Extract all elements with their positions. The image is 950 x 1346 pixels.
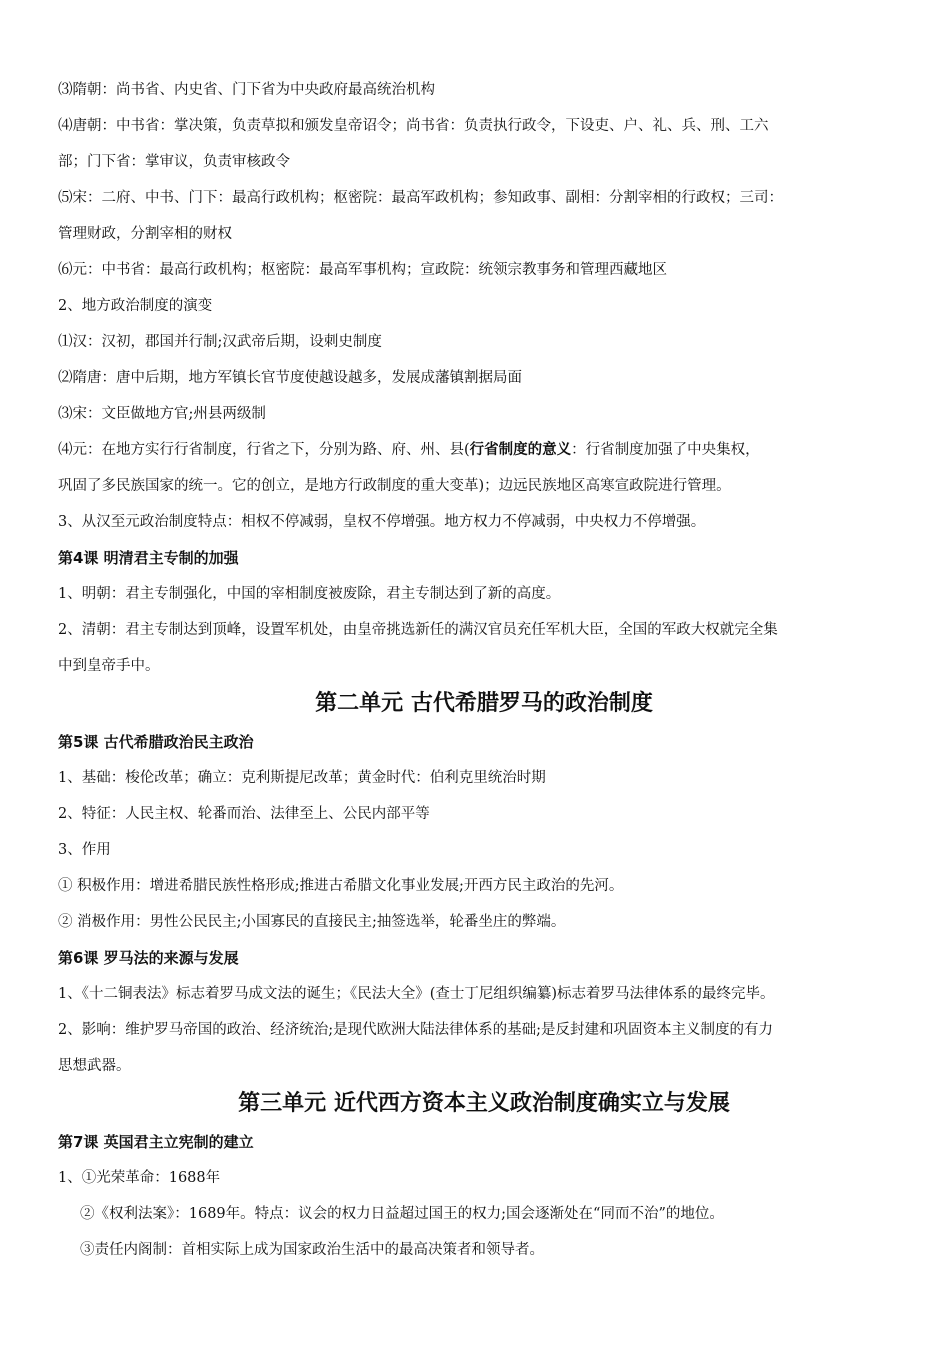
text-line: ⑶隋朝：尚书省、内史省、门下省为中央政府最高统治机构	[58, 82, 435, 98]
text-line: 部；门下省：掌审议，负责审核政令	[58, 154, 290, 170]
text-line: ⑶宋：文臣做地方官;州县两级制	[58, 406, 266, 422]
text-line: ① 积极作用：增进希腊民族性格形成;推进古希腊文化事业发展;开西方民主政治的先河。	[58, 878, 624, 894]
text-line	[58, 432, 910, 468]
text-line: 2、影响：维护罗马帝国的政治、经济统治;是现代欧洲大陆法律体系的基础;是反封建和巩固资本主义制度的有力	[58, 1022, 773, 1038]
text-segment: ⑷元：在地方实行行省制度，行省之下，分别为路、府、州、县(	[58, 442, 470, 458]
text-line: ⑴汉：汉初，郡国并行制;汉武帝后期，设刺史制度	[58, 334, 382, 350]
text-line: ⑸宋：二府、中书、门下：最高行政机构；枢密院：最高军政机构；参知政事、副相：分割宰相的行政权；三司：	[58, 190, 783, 206]
bold-term: 行省制度的意义	[469, 442, 572, 458]
section-heading: 2、地方政治制度的演变	[58, 298, 213, 314]
text-line: 2、特征：人民主权、轮番而治、法律至上、公民内部平等	[58, 806, 430, 822]
text-line: 巩固了多民族国家的统一。它的创立，是地方行政制度的重大变革)；边远民族地区高寒宣政院进行管理。	[58, 478, 731, 494]
document-page	[58, 72, 910, 1268]
lesson-heading: 第6课 罗马法的来源与发展	[58, 949, 239, 967]
lesson-heading: 第5课 古代希腊政治民主政治	[58, 733, 254, 751]
text-line: 3、从汉至元政治制度特点：相权不停减弱，皇权不停增强。地方权力不停减弱，中央权力不停增强。	[58, 514, 706, 530]
text-line: ⑵隋唐：唐中后期，地方军镇长官节度使越设越多，发展成藩镇割据局面	[58, 370, 522, 386]
lesson-heading: 第4课 明清君主专制的加强	[58, 549, 239, 567]
text-segment: ：行省制度加强了中央集权，	[571, 442, 760, 458]
text-line: 2、清朝：君主专制达到顶峰，设置军机处，由皇帝挑选新任的满汉官员充任军机大臣，全国的军政大权就完全集	[58, 622, 778, 638]
text-line: 1、《十二铜表法》标志着罗马成文法的诞生；《民法大全》(查士丁尼组织编纂)标志着罗马法律体系的最终完毕。	[58, 986, 775, 1002]
text-line: ②《权利法案》：1689年。特点：议会的权力日益超过国王的权力;国会逐渐处在“同而不治”的地位。	[80, 1206, 724, 1222]
text-line: 1、基础：梭伦改革；确立：克利斯提尼改革；黄金时代：伯利克里统治时期	[58, 770, 546, 786]
text-line: 3、作用	[58, 842, 111, 858]
unit-heading: 第二单元 古代希腊罗马的政治制度	[315, 691, 653, 716]
text-line: 1、明朝：君主专制强化，中国的宰相制度被废除，君主专制达到了新的高度。	[58, 586, 561, 602]
text-line: 思想武器。	[58, 1058, 131, 1074]
lesson-heading: 第7课 英国君主立宪制的建立	[58, 1133, 254, 1151]
unit-heading: 第三单元 近代西方资本主义政治制度确实立与发展	[238, 1091, 730, 1116]
text-line: 管理财政，分割宰相的财权	[58, 226, 232, 242]
text-line: 1、①光荣革命：1688年	[58, 1170, 221, 1186]
text-line: ⑷唐朝：中书省：掌决策，负责草拟和颁发皇帝诏令；尚书省：负责执行政令，下设吏、户、礼、兵、刑、工六	[58, 118, 769, 134]
text-line: ② 消极作用：男性公民民主;小国寡民的直接民主;抽签选举，轮番坐庄的弊端。	[58, 914, 566, 930]
text-line: ⑹元：中书省：最高行政机构；枢密院：最高军事机构；宣政院：统领宗教事务和管理西藏地区	[58, 262, 667, 278]
text-line: ③责任内阁制：首相实际上成为国家政治生活中的最高决策者和领导者。	[80, 1242, 544, 1258]
text-line: 中到皇帝手中。	[58, 658, 160, 674]
